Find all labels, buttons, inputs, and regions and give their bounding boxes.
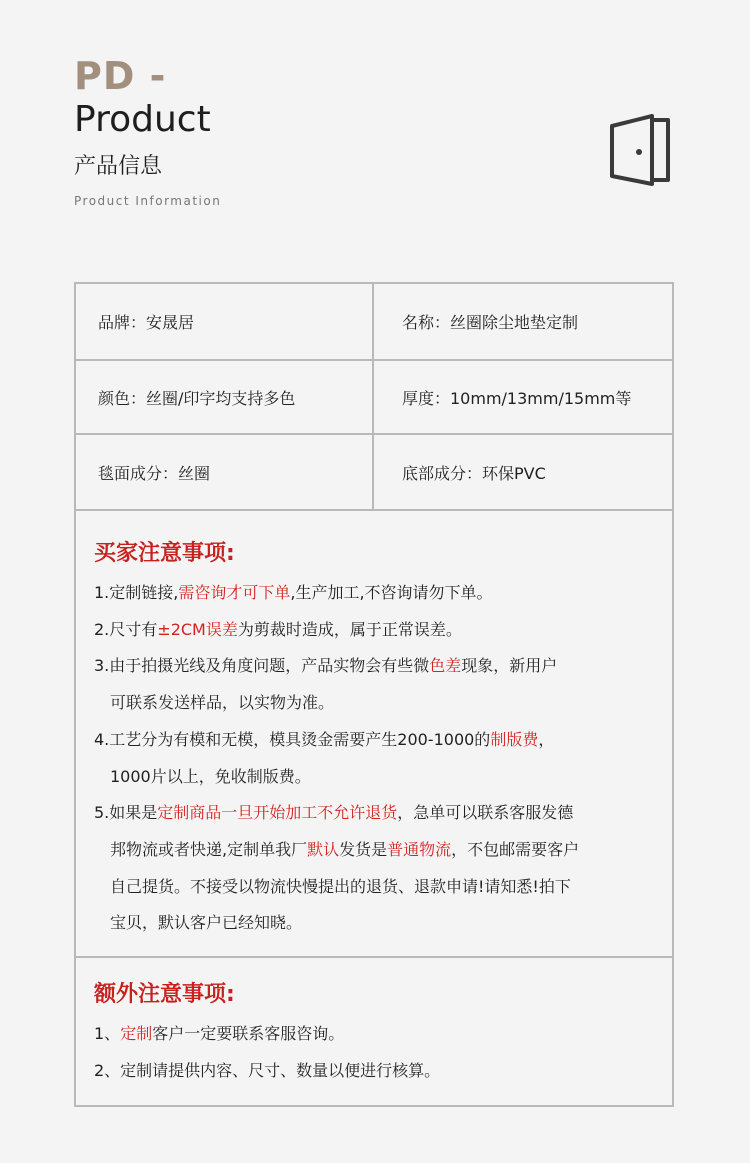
extra-1 [94, 1016, 652, 1053]
note-text: 4.工艺分为有模和无模，模具烫金需要产生200-1000的 [94, 729, 491, 749]
table-row [76, 435, 672, 511]
note-text: ,生产加工,不咨询请勿下单。 [290, 583, 493, 602]
note-text: ，急单可以联系客服发德 [397, 803, 574, 823]
note-text: 5.如果是 [94, 803, 158, 823]
note-text: 2.尺寸有 [94, 619, 158, 639]
color-cell: 颜色：丝圈/印字均支持多色 [76, 361, 374, 433]
extra-2: 2、定制请提供内容、尺寸、数量以便进行核算。 [94, 1060, 441, 1080]
brand-cell: 品牌：安晟居 [76, 284, 374, 359]
product-label: Product [74, 99, 211, 140]
note-highlight: ±2CM误差 [157, 619, 238, 639]
note-3 [94, 648, 652, 685]
header [74, 56, 221, 208]
note-text: 现象，新用户 [461, 656, 558, 676]
note-2 [94, 612, 652, 649]
table-row [76, 284, 672, 361]
note-highlight: 色差 [429, 656, 462, 676]
page-subtitle: Product Information [74, 194, 222, 208]
note-highlight: 普通物流 [387, 839, 452, 859]
buyer-notes-section [76, 511, 672, 958]
note-text: 发货是 [339, 839, 388, 859]
bottom-cell: 底部成分：环保PVC [402, 463, 546, 483]
note-5-cont: 宝贝，默认客户已经知晓。 [110, 913, 303, 933]
note-text: 为剪裁时造成，属于正常误差。 [237, 619, 462, 639]
note-text: 1、 [94, 1024, 121, 1044]
note-highlight: 默认 [307, 839, 340, 859]
door-icon [606, 112, 678, 188]
surface-cell: 毯面成分：丝圈 [76, 435, 374, 509]
note-text: ， [538, 729, 555, 749]
page-title: 产品信息 [74, 154, 163, 179]
table-row [76, 361, 672, 435]
extra-notes-title: 额外注意事项: [94, 982, 235, 1008]
note-text: 1.定制链接, [94, 583, 179, 602]
note-5-cont [94, 832, 652, 869]
note-4 [94, 722, 652, 759]
note-text: 3.由于拍摄光线及角度问题，产品实物会有些微 [94, 656, 430, 676]
note-highlight: 定制 [120, 1024, 153, 1044]
note-highlight: 定制商品一旦开始加工不允许退货 [157, 803, 398, 823]
thickness-cell: 厚度：10mm/13mm/15mm等 [402, 388, 632, 408]
name-cell: 名称：丝圈除尘地垫定制 [402, 313, 579, 332]
buyer-notes-title: 买家注意事项: [94, 541, 235, 566]
extra-notes-section [76, 958, 672, 1105]
note-5-cont: 自己提货。不接受以物流快慢提出的退货、退款申请!请知悉!拍下 [110, 876, 571, 896]
note-1 [94, 575, 652, 612]
note-highlight: 制版费 [490, 729, 539, 749]
product-info-table [74, 282, 674, 1107]
pd-label: PD - [74, 54, 167, 98]
note-3-cont: 可联系发送样品，以实物为准。 [110, 693, 335, 713]
note-text: 邦物流或者快递,定制单我厂 [110, 839, 308, 859]
note-highlight: 需咨询才可下单 [178, 583, 291, 602]
note-text: ，不包邮需要客户 [451, 839, 580, 859]
note-5 [94, 795, 652, 832]
note-4-cont: 1000片以上，免收制版费。 [110, 766, 311, 786]
note-text: 客户一定要联系客服咨询。 [152, 1024, 345, 1044]
